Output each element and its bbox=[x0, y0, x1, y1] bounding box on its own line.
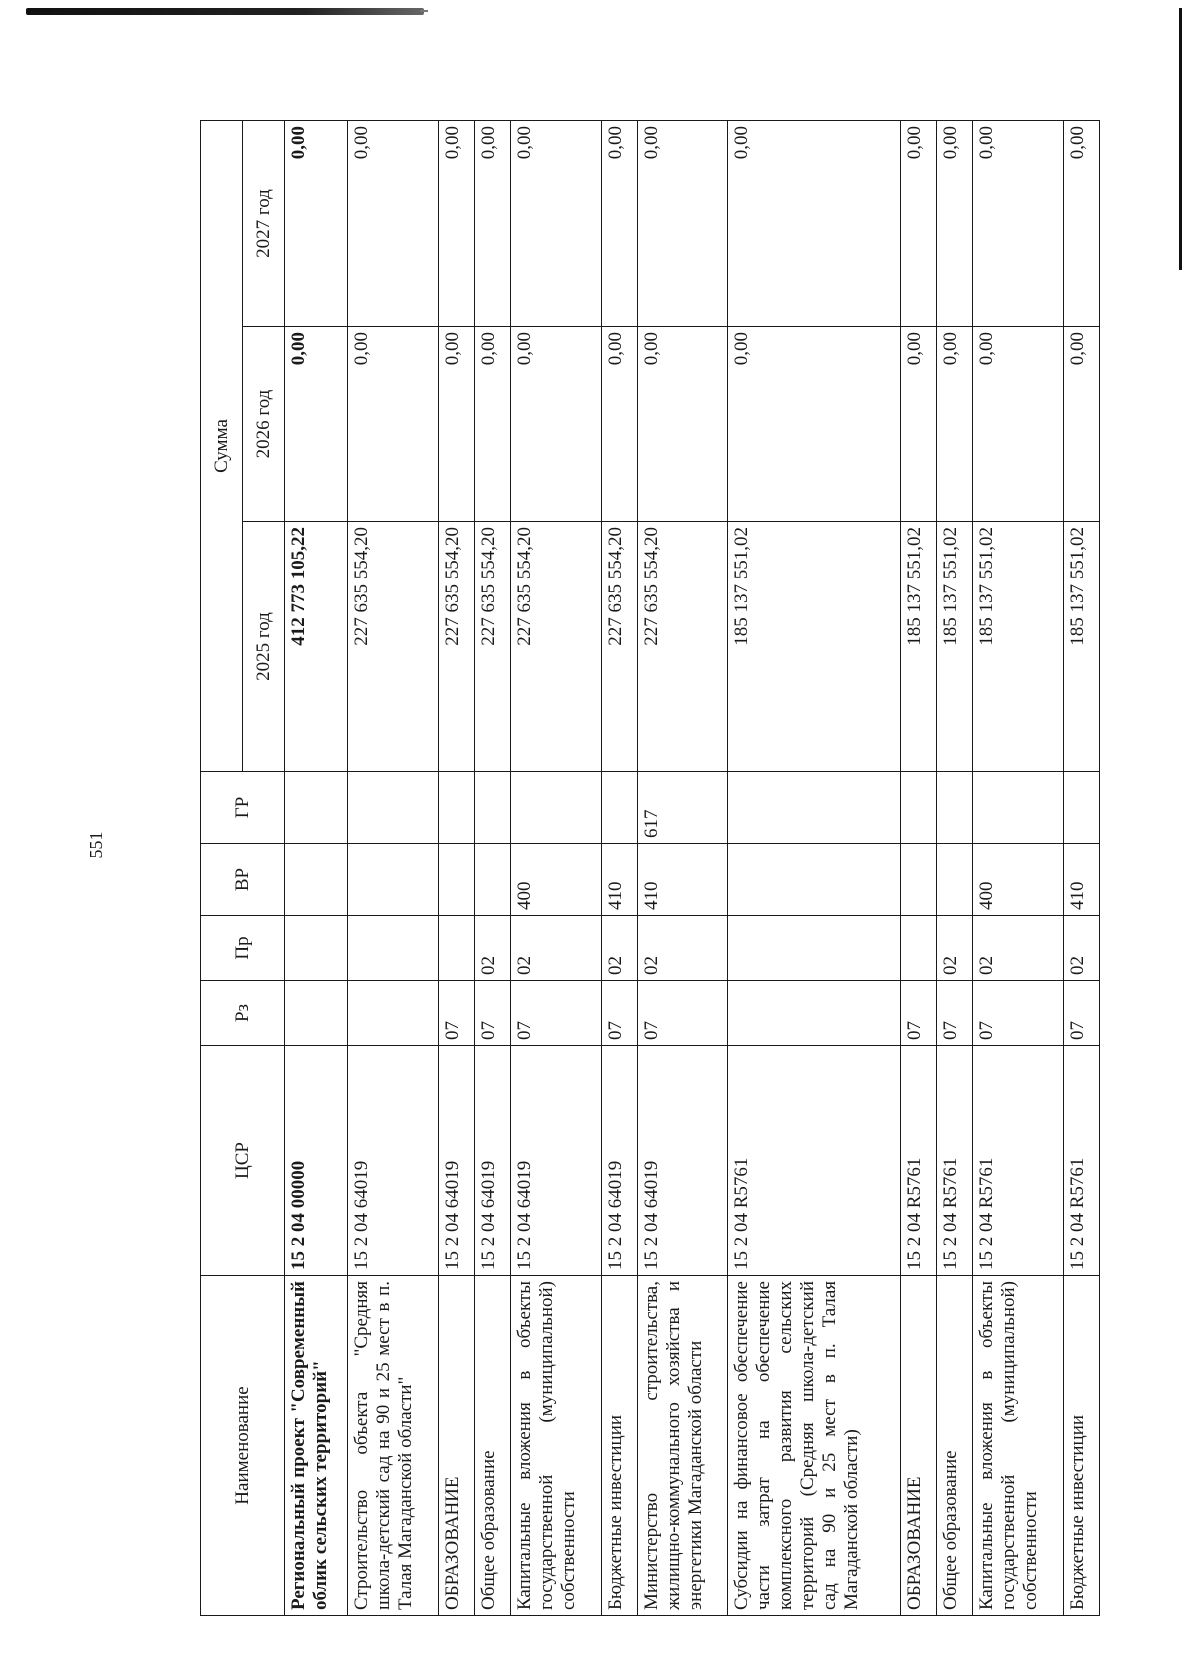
pr-cell: 02 bbox=[937, 916, 973, 981]
budget-sheet bbox=[200, 121, 1100, 1616]
table-row bbox=[439, 120, 475, 1615]
amount-2027-cell: 0,00 bbox=[637, 120, 728, 326]
name-cell: ОБРАЗОВАНИЕ bbox=[901, 1276, 937, 1616]
rz-cell: 07 bbox=[937, 981, 973, 1046]
amount-2025-cell: 185 137 551,02 bbox=[728, 522, 901, 772]
name-cell: Общее образование bbox=[937, 1276, 973, 1616]
table-row bbox=[601, 120, 637, 1615]
csr-cell: 15 2 04 R5761 bbox=[1063, 1046, 1099, 1276]
name-cell: Бюджетные инвестиции bbox=[601, 1276, 637, 1616]
pr-cell: 02 bbox=[475, 916, 511, 981]
name-cell: Строительство объекта "Средняя школа-детский сад на 90 и 25 мест в п. Талая Магаданской области" bbox=[348, 1276, 439, 1616]
gr-cell bbox=[439, 772, 475, 844]
scan-edge-line bbox=[1179, 8, 1182, 270]
page-number: 551 bbox=[86, 831, 106, 859]
csr-cell: 15 2 04 64019 bbox=[348, 1046, 439, 1276]
gr-cell bbox=[475, 772, 511, 844]
amount-2027-cell: 0,00 bbox=[348, 120, 439, 326]
amount-2027-cell: 0,00 bbox=[728, 120, 901, 326]
amount-2026-cell: 0,00 bbox=[348, 327, 439, 522]
csr-cell: 15 2 04 64019 bbox=[475, 1046, 511, 1276]
header-pr: Пр bbox=[201, 916, 285, 981]
rz-cell: 07 bbox=[601, 981, 637, 1046]
table-row bbox=[937, 120, 973, 1615]
vr-cell bbox=[475, 844, 511, 916]
csr-cell: 15 2 04 R5761 bbox=[937, 1046, 973, 1276]
table-row bbox=[973, 120, 1064, 1615]
rz-cell bbox=[728, 981, 901, 1046]
vr-cell: 410 bbox=[637, 844, 728, 916]
amount-2026-cell: 0,00 bbox=[937, 327, 973, 522]
gr-cell bbox=[973, 772, 1064, 844]
name-cell: Субсидии на финансовое обеспечение части затрат на обеспечение комплексного развития сельских территорий (Средняя школа-детский сад на 90 и 25 мест в п. Талая Магаданской области) bbox=[728, 1276, 901, 1616]
amount-2025-cell: 185 137 551,02 bbox=[1063, 522, 1099, 772]
amount-2025-cell: 227 635 554,20 bbox=[475, 522, 511, 772]
amount-2026-cell: 0,00 bbox=[439, 327, 475, 522]
amount-2025-cell: 185 137 551,02 bbox=[901, 522, 937, 772]
amount-2025-cell: 227 635 554,20 bbox=[348, 522, 439, 772]
csr-cell: 15 2 04 64019 bbox=[511, 1046, 602, 1276]
amount-2025-cell: 227 635 554,20 bbox=[601, 522, 637, 772]
table-row bbox=[285, 120, 348, 1615]
vr-cell: 400 bbox=[973, 844, 1064, 916]
rz-cell: 07 bbox=[1063, 981, 1099, 1046]
header-2027: 2027 год bbox=[243, 120, 285, 326]
amount-2027-cell: 0,00 bbox=[937, 120, 973, 326]
header-sum: Сумма bbox=[201, 120, 243, 771]
table-row bbox=[728, 120, 901, 1615]
amount-2025-cell: 185 137 551,02 bbox=[937, 522, 973, 772]
gr-cell: 617 bbox=[637, 772, 728, 844]
pr-cell: 02 bbox=[511, 916, 602, 981]
pr-cell: 02 bbox=[973, 916, 1064, 981]
amount-2026-cell: 0,00 bbox=[901, 327, 937, 522]
amount-2026-cell: 0,00 bbox=[973, 327, 1064, 522]
csr-cell: 15 2 04 R5761 bbox=[728, 1046, 901, 1276]
scan-artifact-line bbox=[420, 10, 428, 12]
gr-cell bbox=[728, 772, 901, 844]
gr-cell bbox=[901, 772, 937, 844]
pr-cell: 02 bbox=[637, 916, 728, 981]
csr-cell: 15 2 04 00000 bbox=[285, 1046, 348, 1276]
amount-2026-cell: 0,00 bbox=[511, 327, 602, 522]
amount-2025-cell: 227 635 554,20 bbox=[511, 522, 602, 772]
amount-2027-cell: 0,00 bbox=[601, 120, 637, 326]
table-body bbox=[285, 120, 1100, 1615]
table-row bbox=[348, 120, 439, 1615]
csr-cell: 15 2 04 R5761 bbox=[901, 1046, 937, 1276]
amount-2027-cell: 0,00 bbox=[901, 120, 937, 326]
vr-cell bbox=[728, 844, 901, 916]
amount-2026-cell: 0,00 bbox=[637, 327, 728, 522]
amount-2025-cell: 412 773 105,22 bbox=[285, 522, 348, 772]
header-row bbox=[201, 120, 243, 1615]
vr-cell: 400 bbox=[511, 844, 602, 916]
header-2025: 2025 год bbox=[243, 522, 285, 772]
pr-cell bbox=[348, 916, 439, 981]
pr-cell bbox=[901, 916, 937, 981]
amount-2027-cell: 0,00 bbox=[439, 120, 475, 326]
pr-cell bbox=[728, 916, 901, 981]
amount-2026-cell: 0,00 bbox=[1063, 327, 1099, 522]
csr-cell: 15 2 04 64019 bbox=[439, 1046, 475, 1276]
pr-cell: 02 bbox=[601, 916, 637, 981]
amount-2026-cell: 0,00 bbox=[475, 327, 511, 522]
amount-2027-cell: 0,00 bbox=[475, 120, 511, 326]
gr-cell bbox=[511, 772, 602, 844]
gr-cell bbox=[601, 772, 637, 844]
table-row bbox=[637, 120, 728, 1615]
table-row bbox=[475, 120, 511, 1615]
rz-cell: 07 bbox=[901, 981, 937, 1046]
header-name: Наименование bbox=[201, 1276, 285, 1616]
amount-2025-cell: 227 635 554,20 bbox=[439, 522, 475, 772]
amount-2025-cell: 227 635 554,20 bbox=[637, 522, 728, 772]
vr-cell bbox=[901, 844, 937, 916]
header-vr: ВР bbox=[201, 844, 285, 916]
amount-2027-cell: 0,00 bbox=[973, 120, 1064, 326]
amount-2027-cell: 0,00 bbox=[1063, 120, 1099, 326]
header-rz: Рз bbox=[201, 981, 285, 1046]
pr-cell bbox=[439, 916, 475, 981]
header-csr: ЦСР bbox=[201, 1046, 285, 1276]
amount-2026-cell: 0,00 bbox=[285, 327, 348, 522]
pr-cell: 02 bbox=[1063, 916, 1099, 981]
rz-cell bbox=[348, 981, 439, 1046]
amount-2025-cell: 185 137 551,02 bbox=[973, 522, 1064, 772]
rz-cell: 07 bbox=[439, 981, 475, 1046]
amount-2027-cell: 0,00 bbox=[285, 120, 348, 326]
pr-cell bbox=[285, 916, 348, 981]
rz-cell: 07 bbox=[637, 981, 728, 1046]
gr-cell bbox=[348, 772, 439, 844]
rz-cell: 07 bbox=[475, 981, 511, 1046]
gr-cell bbox=[1063, 772, 1099, 844]
amount-2026-cell: 0,00 bbox=[728, 327, 901, 522]
name-cell: Общее образование bbox=[475, 1276, 511, 1616]
budget-table bbox=[200, 120, 1100, 1616]
amount-2026-cell: 0,00 bbox=[601, 327, 637, 522]
csr-cell: 15 2 04 64019 bbox=[637, 1046, 728, 1276]
name-cell: Министерство строительства, жилищно-коммунального хозяйства и энергетики Магаданской области bbox=[637, 1276, 728, 1616]
vr-cell bbox=[285, 844, 348, 916]
vr-cell bbox=[439, 844, 475, 916]
header-gr: ГР bbox=[201, 772, 285, 844]
vr-cell bbox=[348, 844, 439, 916]
table-row bbox=[1063, 120, 1099, 1615]
header-2026: 2026 год bbox=[243, 327, 285, 522]
rz-cell: 07 bbox=[973, 981, 1064, 1046]
rz-cell: 07 bbox=[511, 981, 602, 1046]
csr-cell: 15 2 04 R5761 bbox=[973, 1046, 1064, 1276]
vr-cell: 410 bbox=[1063, 844, 1099, 916]
scan-artifact-bar bbox=[26, 8, 424, 15]
csr-cell: 15 2 04 64019 bbox=[601, 1046, 637, 1276]
vr-cell: 410 bbox=[601, 844, 637, 916]
table-row bbox=[901, 120, 937, 1615]
name-cell: Региональный проект "Современный облик сельских территорий" bbox=[285, 1276, 348, 1616]
name-cell: Капитальные вложения в объекты государственной (муниципальной) собственности bbox=[511, 1276, 602, 1616]
gr-cell bbox=[285, 772, 348, 844]
table-row bbox=[511, 120, 602, 1615]
amount-2027-cell: 0,00 bbox=[511, 120, 602, 326]
name-cell: Бюджетные инвестиции bbox=[1063, 1276, 1099, 1616]
rz-cell bbox=[285, 981, 348, 1046]
name-cell: ОБРАЗОВАНИЕ bbox=[439, 1276, 475, 1616]
gr-cell bbox=[937, 772, 973, 844]
vr-cell bbox=[937, 844, 973, 916]
name-cell: Капитальные вложения в объекты государственной (муниципальной) собственности bbox=[973, 1276, 1064, 1616]
